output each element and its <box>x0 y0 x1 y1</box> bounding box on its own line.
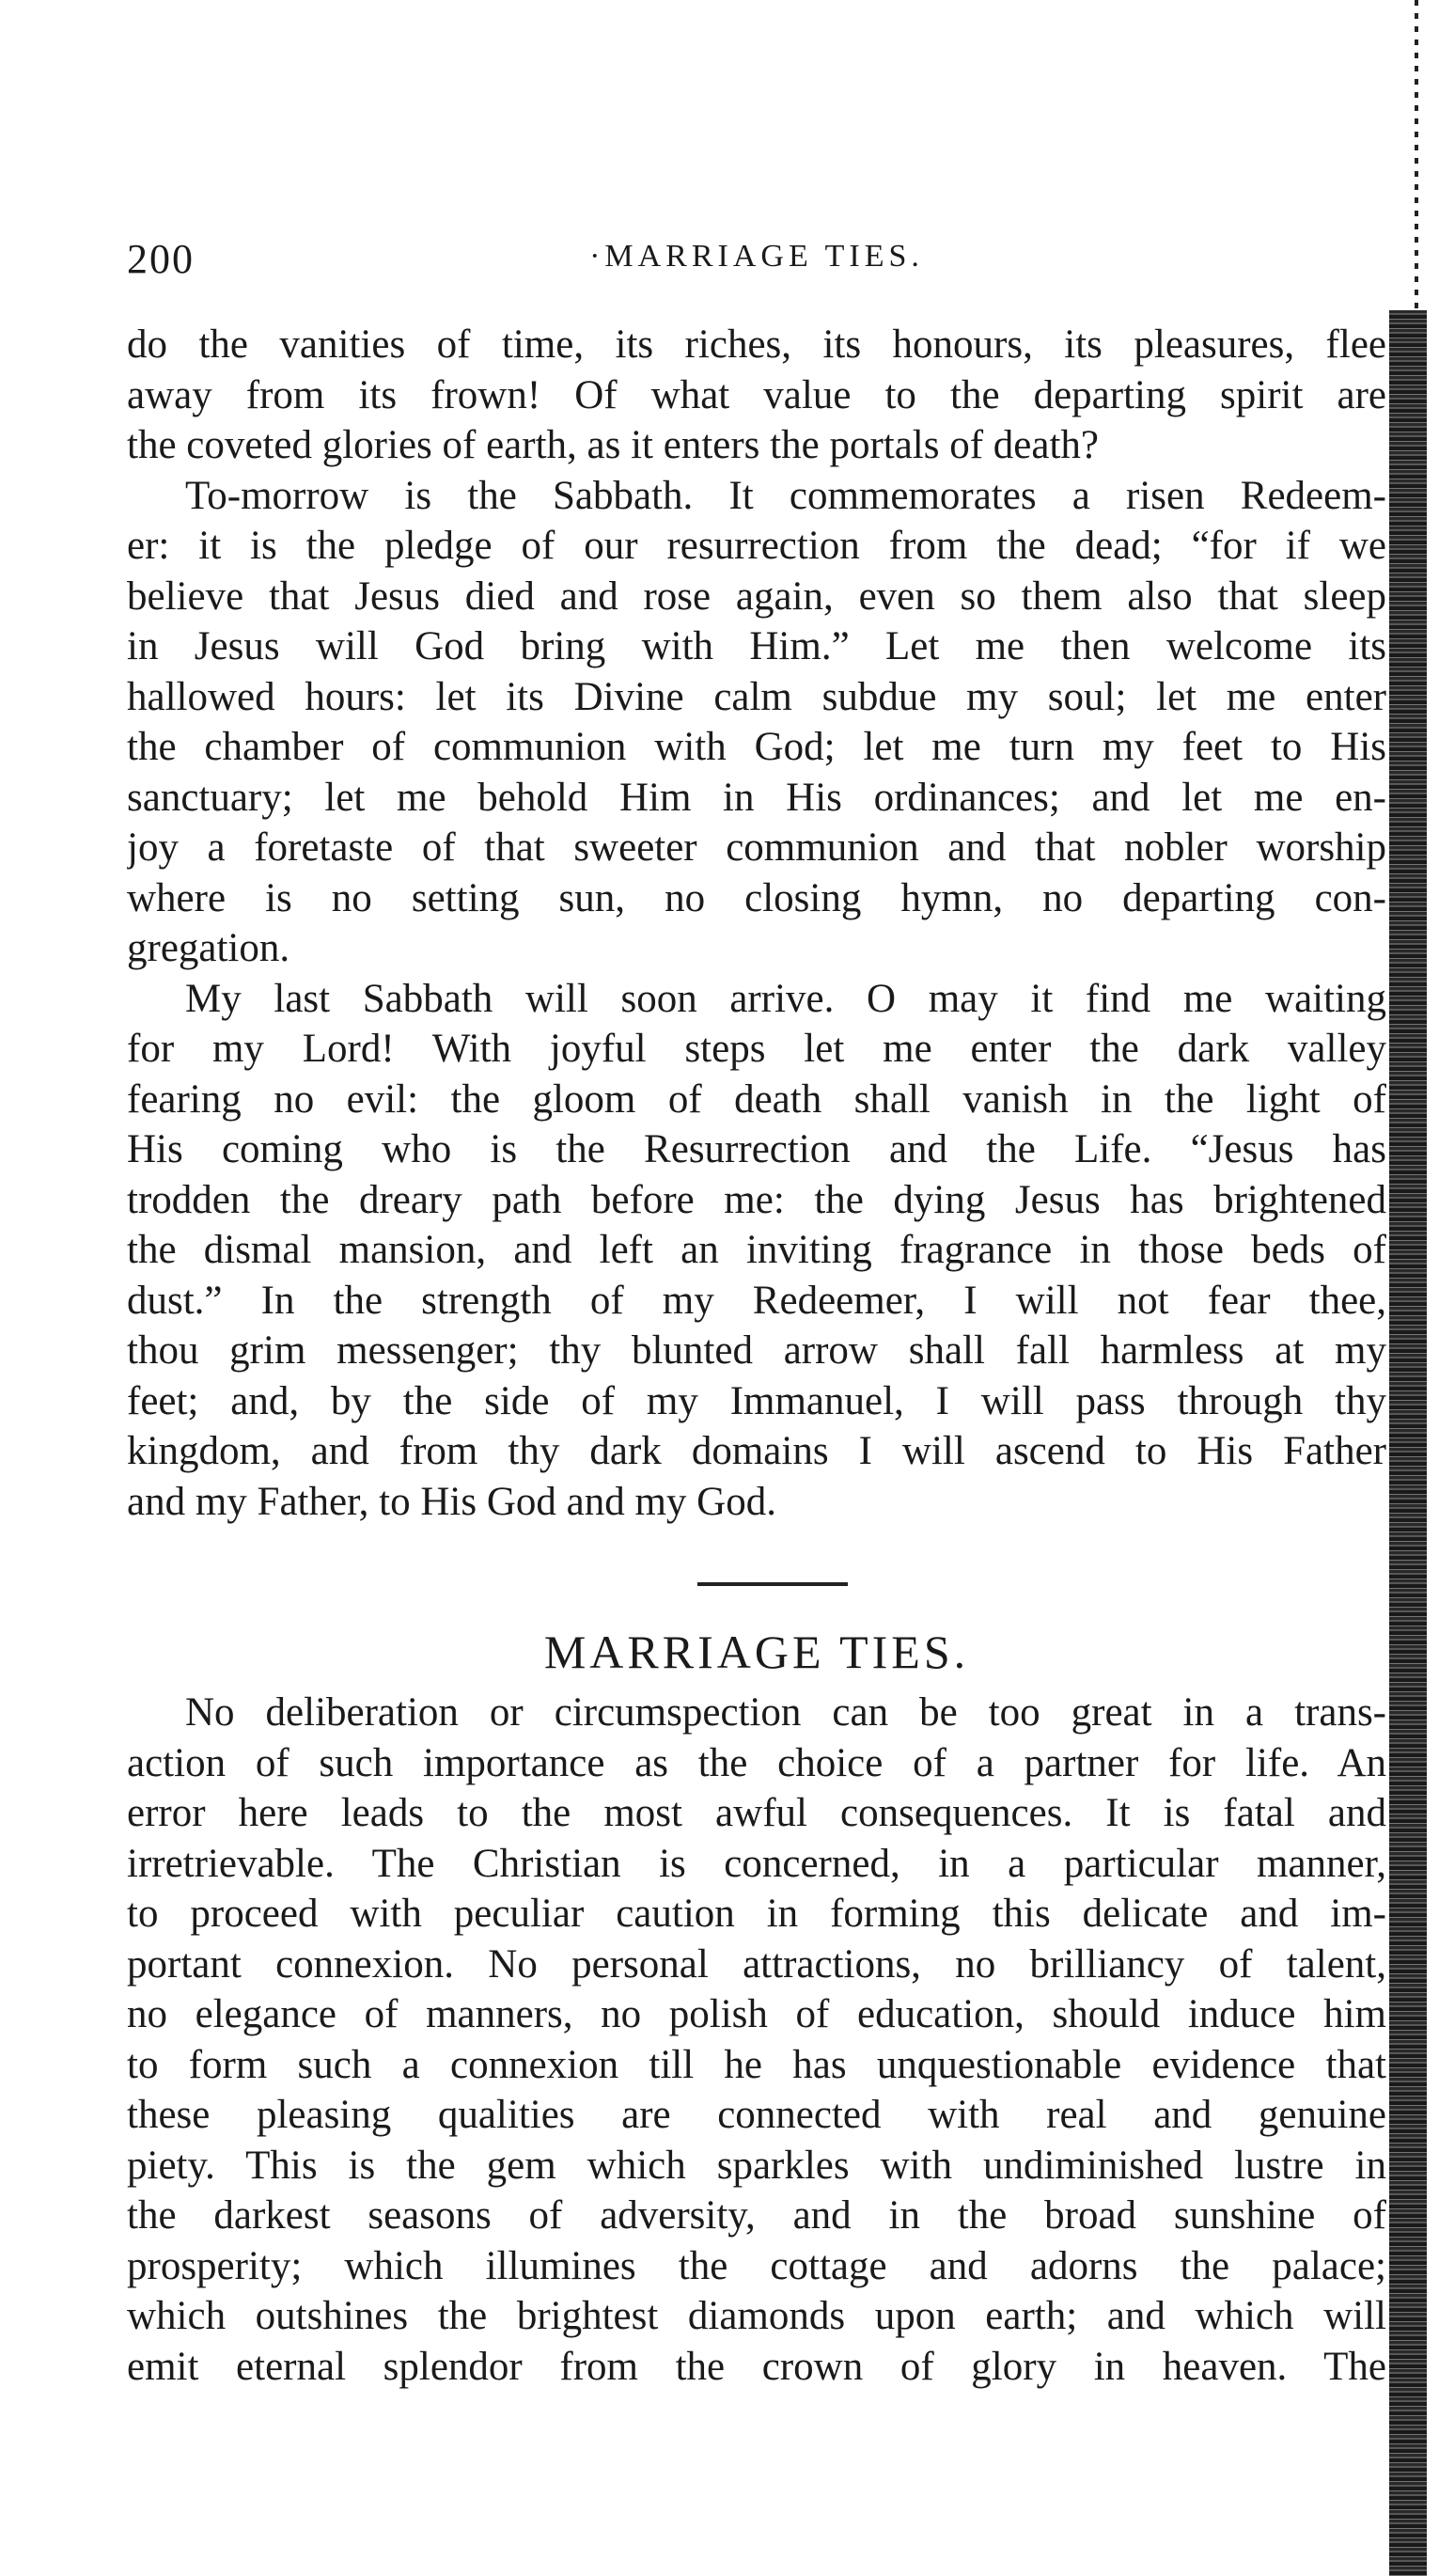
text-line: do the vanities of time, its riches, its honours, its pleasures, flee <box>127 322 1386 367</box>
text-line: joy a foretaste of that sweeter communion and that nobler worship <box>127 825 1386 870</box>
text-line: dust.” In the strength of my Redeemer, I will not fear thee, <box>127 1278 1386 1323</box>
running-head <box>127 235 1386 291</box>
running-title: ·MARRIAGE TIES. <box>589 239 924 274</box>
page-number: 200 <box>127 236 195 282</box>
text-line: My last Sabbath will soon arrive. O may it find me waiting <box>185 976 1386 1021</box>
text-line: portant connexion. No personal attractions, no brilliancy of talent, <box>127 1941 1386 1987</box>
text-line: away from its frown! Of what value to the departing spirit are <box>127 372 1386 417</box>
text-line: to form such a connexion till he has unquestionable evidence that <box>127 2042 1386 2087</box>
text-line: feet; and, by the side of my Immanuel, I will pass through thy <box>127 1378 1386 1423</box>
text-line: hallowed hours: let its Divine calm subdue my soul; let me enter <box>127 674 1386 719</box>
text-line: kingdom, and from thy dark domains I will ascend to His Father <box>127 1429 1386 1473</box>
text-line: the darkest seasons of adversity, and in the broad sunshine of <box>127 2193 1386 2238</box>
text-line: the dismal mansion, and left an inviting fragrance in those beds of <box>127 1228 1386 1272</box>
text-line: believe that Jesus died and rose again, even so them also that sleep <box>127 573 1386 619</box>
text-line: error here leads to the most awful consequences. It is fatal and <box>127 1791 1386 1835</box>
text-line: in Jesus will God bring with Him.” Let me then welcome its <box>127 624 1386 668</box>
section-2-text <box>127 1688 1386 2392</box>
text-line: er: it is the pledge of our resurrection from the dead; “for if we <box>127 524 1386 568</box>
text-line: irretrievable. The Christian is concerned, in a particular manner, <box>127 1841 1386 1886</box>
text-line: prosperity; which illumines the cottage and adorns the palace; <box>127 2243 1386 2288</box>
text-line: piety. This is the gem which sparkles with undiminished lustre in <box>127 2143 1386 2188</box>
text-line: emit eternal splendor from the crown of glory in heaven. The <box>127 2344 1386 2389</box>
text-line: the coveted glories of earth, as it enters the portals of death? <box>127 423 1099 467</box>
page-edge-marks <box>1415 0 1418 310</box>
text-line: which outshines the brightest diamonds upon earth; and which will <box>127 2294 1386 2338</box>
text-line: to proceed with peculiar caution in forming this delicate and im- <box>127 1892 1386 1936</box>
section-1-text <box>127 320 1386 1527</box>
text-line: and my Father, to His God and my God. <box>127 1479 776 1524</box>
text-line: for my Lord! With joyful steps let me enter the dark valley <box>127 1027 1386 1071</box>
scanned-binding-edge <box>1389 310 1427 2576</box>
text-line: No deliberation or circumspection can be too great in a trans- <box>185 1690 1386 1735</box>
text-line: no elegance of manners, no polish of education, should induce him <box>127 1992 1386 2036</box>
text-line: these pleasing qualities are connected with real and genuine <box>127 2093 1386 2137</box>
text-line: the chamber of communion with God; let me turn my feet to His <box>127 725 1386 769</box>
text-line: thou grim messenger; thy blunted arrow shall fall harmless at my <box>127 1328 1386 1373</box>
text-line: His coming who is the Resurrection and the Life. “Jesus has <box>127 1127 1386 1171</box>
section-divider <box>697 1582 848 1586</box>
text-line: where is no setting sun, no closing hymn, no departing con- <box>127 875 1386 920</box>
text-line: sanctuary; let me behold Him in His ordinances; and let me en- <box>127 775 1386 820</box>
text-line: fearing no evil: the gloom of death shall vanish in the light of <box>127 1076 1386 1122</box>
section-heading: MARRIAGE TIES. <box>543 1626 970 1678</box>
text-line: trodden the dreary path before me: the dying Jesus has brightened <box>127 1177 1386 1222</box>
text-line: action of such importance as the choice of a partner for life. An <box>127 1740 1386 1785</box>
text-line: To-morrow is the Sabbath. It commemorates a risen Redeem- <box>185 473 1386 518</box>
text-line: gregation. <box>127 926 290 970</box>
